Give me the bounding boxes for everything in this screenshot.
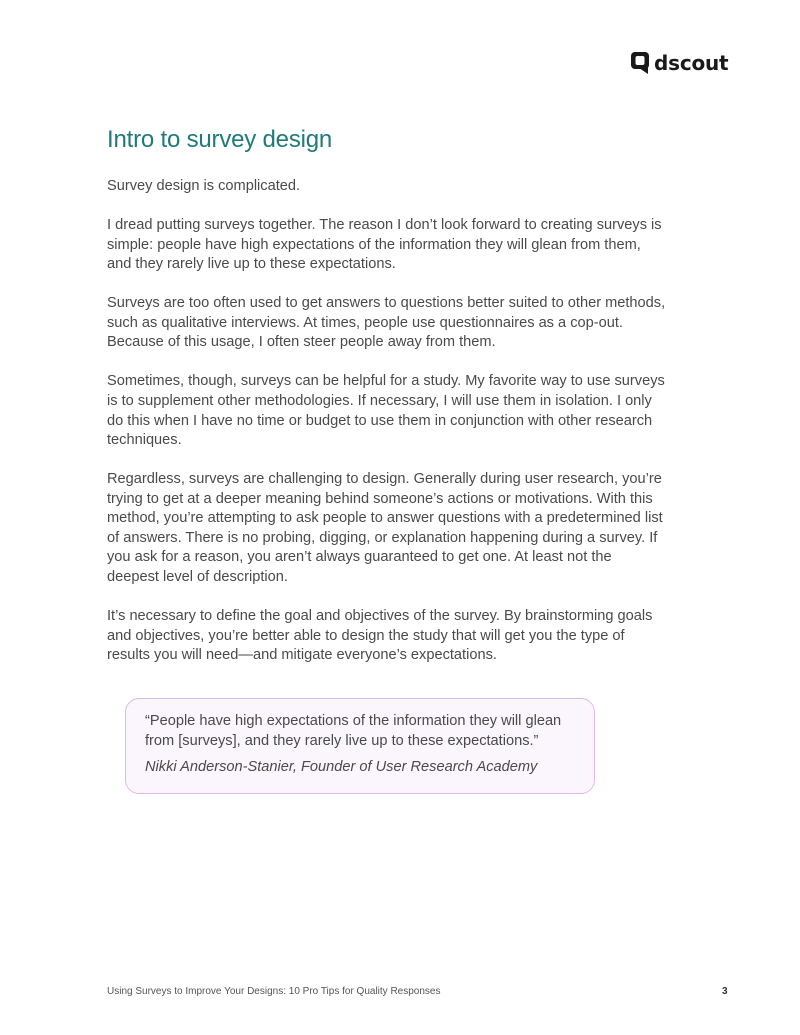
paragraph: Sometimes, though, surveys can be helpful for a study. My favorite way to use surveys is to supplement other methodologies. If necessary, I will use them in isolation. I only do this when I have no time or budget to use them in conjunction with other research techniques. (107, 373, 665, 449)
quote-attribution: Nikki Anderson-Stanier, Founder of User Research Academy (145, 759, 538, 776)
footer-title: Using Surveys to Improve Your Designs: 10 Pro Tips for Quality Responses (107, 986, 441, 997)
paragraph: Regardless, surveys are challenging to design. Generally during user research, you’re trying to get at a deeper meaning behind someone’s actions or motivations. With this method, you’re attempting to ask people to answer questions with a predetermined list of answers. There is no probing, digging, or explanation happening during a survey. If you ask for a reason, you aren’t always guaranteed to get one. At least not the deepest level of description. (107, 471, 663, 586)
paragraph: It’s necessary to define the goal and objectives of the survey. By brainstorming goals and objectives, you’re better able to design the study that will get you the type of results you will need—and mitigate everyone’s expectations. (107, 608, 653, 664)
paragraph: Surveys are too often used to get answers to questions better suited to other methods, such as qualitative interviews. At times, people use questionnaires as a cop-out. Because of this usage, I often steer people away from them. (107, 295, 666, 351)
paragraph: Survey design is complicated. (107, 178, 301, 194)
page-number: 3 (722, 986, 728, 997)
pull-quote (125, 698, 595, 794)
dscout-speech-bubble-icon (631, 52, 649, 74)
logo-text: dscout (654, 51, 729, 75)
page-title: Intro to survey design (107, 126, 333, 153)
paragraph: I dread putting surveys together. The reason I don’t look forward to creating surveys is simple: people have high expectations of the information they will glean from them, and they rarely live up to these expectations. (107, 216, 662, 273)
quote-text: “People have high expectations of the information they will glean from [surveys], and they rarely live up to these expectations.” (145, 713, 562, 749)
body-text (107, 177, 667, 685)
dscout-logo (631, 52, 728, 74)
